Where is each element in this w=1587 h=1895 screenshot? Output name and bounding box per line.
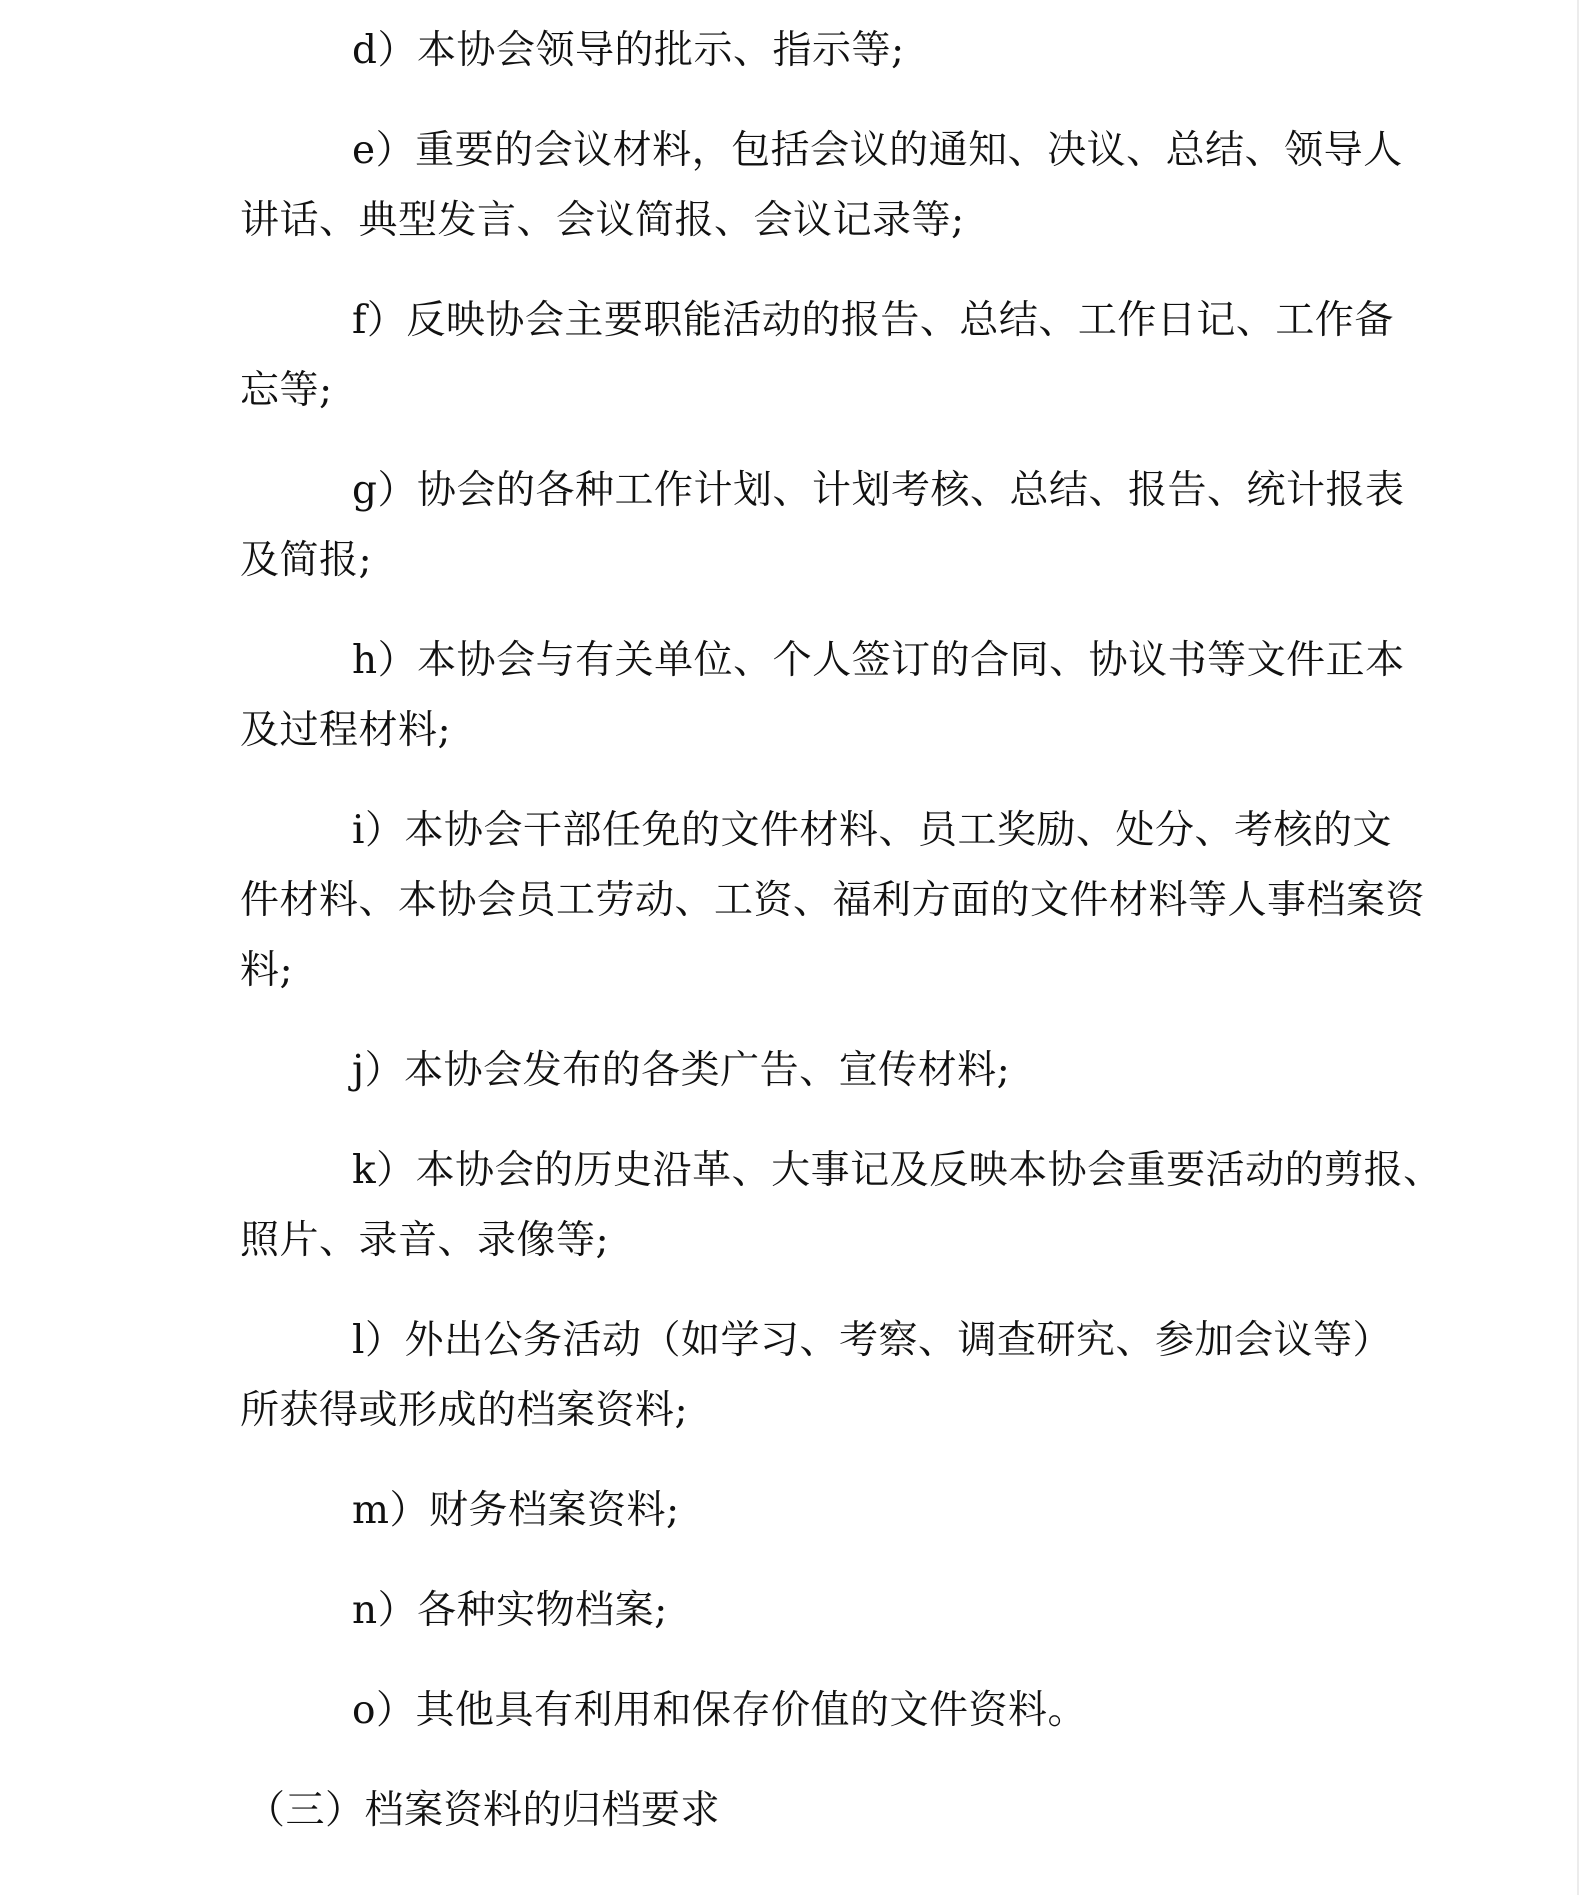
text-line: l）外出公务活动（如学习、考察、调查研究、参加会议等） (352, 1318, 1392, 1363)
list-item-f (240, 286, 1394, 426)
section-heading-text: （三）档案资料的归档要求 (246, 1788, 721, 1833)
text-line: n）各种实物档案; (352, 1588, 668, 1633)
text-line: o）其他具有利用和保存价值的文件资料。 (352, 1688, 1087, 1733)
list-item-h (240, 626, 1405, 766)
list-item-g (240, 456, 1405, 596)
list-item-n (240, 1576, 1360, 1646)
text-line: 所获得或形成的档案资料; (240, 1388, 689, 1433)
text-line: 及过程材料; (240, 708, 452, 753)
text-line: e）重要的会议材料，包括会议的通知、决议、总结、领导人 (352, 128, 1403, 173)
text-line: 照片、录音、录像等; (240, 1218, 610, 1263)
list-item-e (240, 116, 1403, 256)
text-line: f）反映协会主要职能活动的报告、总结、工作日记、工作备 (352, 298, 1394, 343)
list-item-l (240, 1306, 1392, 1446)
list-item-m (240, 1476, 1360, 1546)
list-item-d (240, 16, 1360, 86)
list-item-j (240, 1036, 1360, 1106)
list-item-k (240, 1136, 1443, 1276)
section-heading (240, 1776, 1360, 1846)
text-line: 及简报; (240, 538, 373, 583)
list-item-o (240, 1676, 1360, 1746)
text-line: j）本协会发布的各类广告、宣传材料; (352, 1048, 1011, 1093)
text-line: k）本协会的历史沿革、大事记及反映本协会重要活动的剪报、 (352, 1148, 1443, 1193)
text-line: m）财务档案资料; (352, 1488, 680, 1533)
document-body (240, 16, 1443, 1876)
text-line: 料; (240, 948, 294, 993)
text-line: 讲话、典型发言、会议简报、会议记录等; (240, 198, 965, 243)
text-line: h）本协会与有关单位、个人签订的合同、协议书等文件正本 (352, 638, 1405, 683)
text-line: 忘等; (240, 368, 333, 413)
text-line: i）本协会干部任免的文件材料、员工奖励、处分、考核的文 (352, 808, 1392, 853)
text-line: g）协会的各种工作计划、计划考核、总结、报告、统计报表 (352, 468, 1405, 513)
page-edge-line (1577, 0, 1579, 1895)
list-item-i (240, 796, 1426, 1006)
text-line: 件材料、本协会员工劳动、工资、福利方面的文件材料等人事档案资 (240, 878, 1426, 923)
text-line: d）本协会领导的批示、指示等; (352, 28, 905, 73)
